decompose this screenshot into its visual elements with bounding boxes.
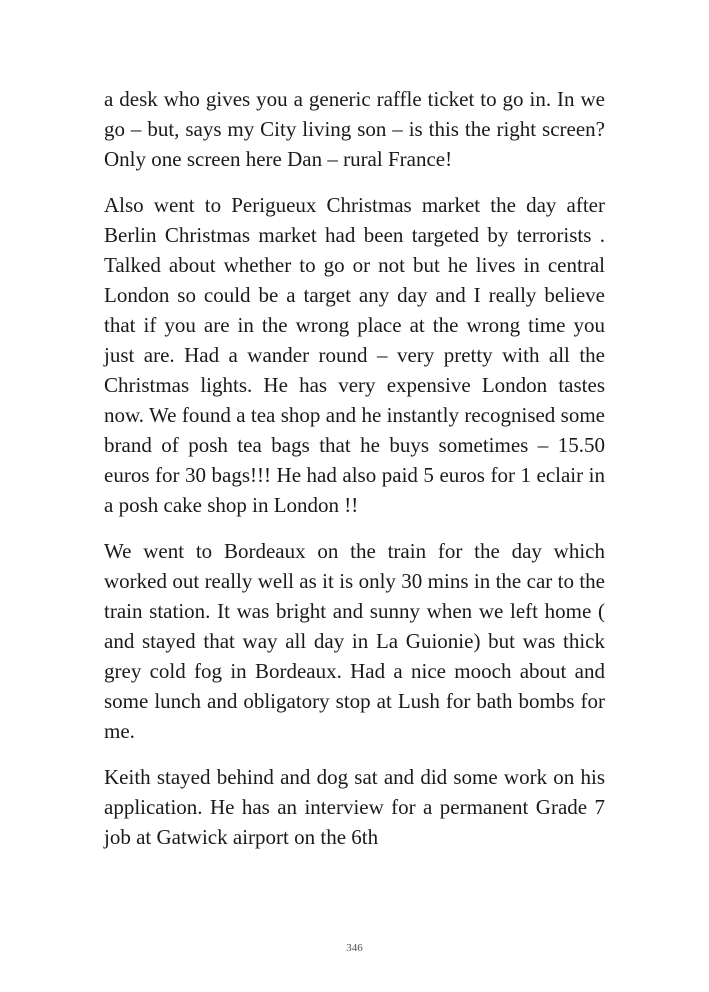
body-text xyxy=(104,84,605,868)
paragraph-4: Keith stayed behind and dog sat and did some work on his application. He has an interview for a permanent Grade 7 job at Gatwick airport on the 6th xyxy=(104,765,605,849)
paragraph-2: Also went to Perigueux Christmas market the day after Berlin Christmas market had been targeted by terrorists . Talked about whether to go or not but he lives in central London so could be a target any day and I really believe that if you are in the wrong place at the wrong time you just are. Had a wander round – very pretty with all the Christmas lights. He has very expensive London tastes now. We found a tea shop and he instantly recognised some brand of posh tea bags that he buys sometimes – 15.50 euros for 30 bags!!! He had also paid 5 euros for 1 eclair in a posh cake shop in London !! xyxy=(104,193,605,517)
paragraph-3: We went to Bordeaux on the train for the day which worked out really well as it is only 30 mins in the car to the train station. It was bright and sunny when we left home ( and stayed that way all day in La Guionie) but was thick grey cold fog in Bordeaux. Had a nice mooch about and some lunch and obligatory stop at Lush for bath bombs for me. xyxy=(104,539,605,743)
page-number: 346 xyxy=(346,942,363,954)
paragraph-1: a desk who gives you a generic raffle ticket to go in. In we go – but, says my City living son – is this the right screen? Only one screen here Dan – rural France! xyxy=(104,87,605,171)
